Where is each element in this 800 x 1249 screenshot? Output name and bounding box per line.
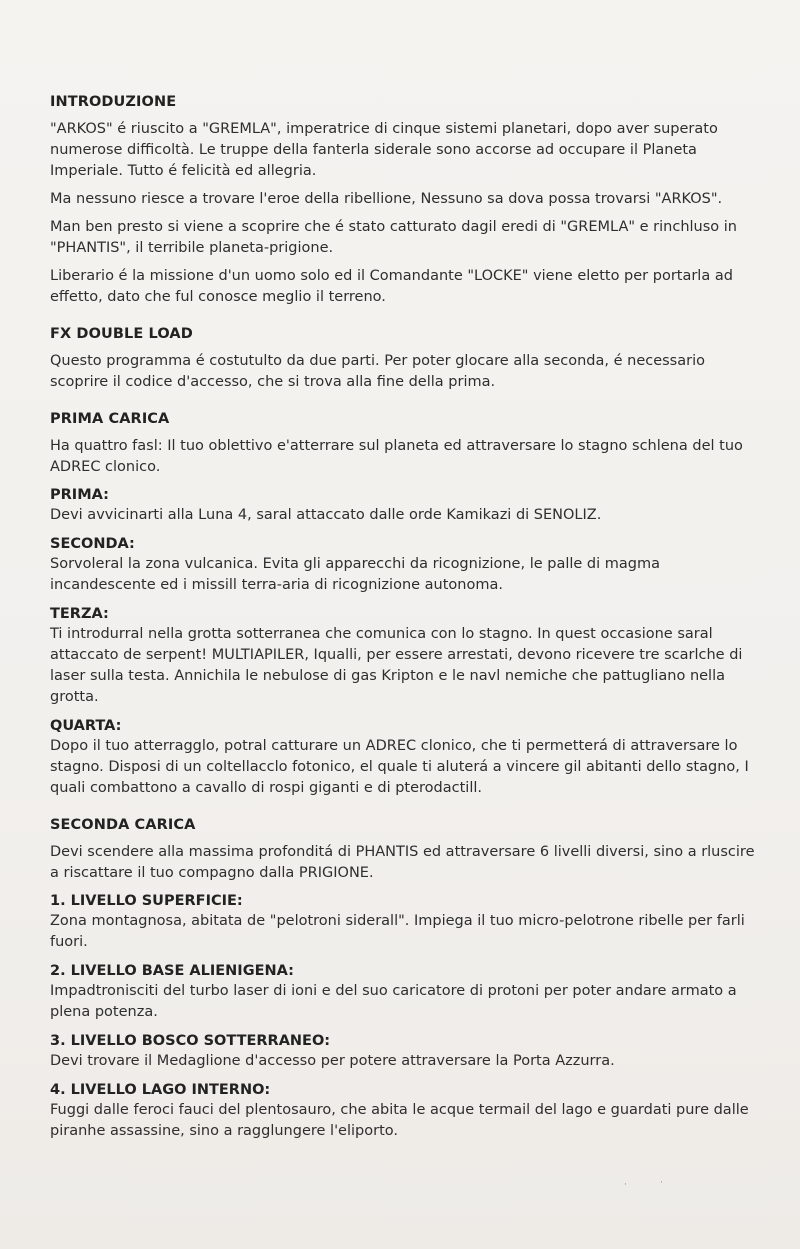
level-block [50, 1080, 760, 1142]
paper-speck: · [660, 1178, 663, 1188]
level-title: 2. LIVELLO BASE ALIENIGENA: [50, 963, 294, 979]
level-block [50, 891, 760, 953]
section-heading: SECONDA CARICA [50, 817, 196, 833]
phase-block [50, 604, 760, 708]
phase-text: Sorvoleral la zona vulcanica. Evita gli apparecchi da ricognizione, le palle di magma incandescente ed i missill terra-aria di ricognizione autonoma. [50, 556, 660, 593]
level-text: Devi trovare il Medaglione d'accesso per potere attraversare la Porta Azzurra. [50, 1053, 615, 1069]
phase-text: Dopo il tuo atterragglo, potral catturare un ADREC clonico, che ti permetterá di attraversare lo stagno. Disposi di un coltellacclo fotonico, el quale ti aluterá a vincere gil abitanti dello stagno, I quali combattono a cavallo di rospi giganti e di pterodactill. [50, 738, 749, 796]
level-text: Impadtronisciti del turbo laser di ioni e del suo caricatore di protoni per poter andare armato a plena potenza. [50, 983, 737, 1020]
section-prima-carica [50, 411, 760, 799]
phase-title: QUARTA: [50, 718, 122, 734]
paragraph: Liberario é la missione d'un uomo solo ed il Comandante "LOCKE" viene eletto per portarla ad effetto, dato che ful conosce meglio il terreno. [50, 268, 733, 305]
level-text: Zona montagnosa, abitata de "pelotroni siderall". Impiega il tuo micro-pelotrone ribelle per farli fuori. [50, 913, 745, 950]
level-text: Fuggi dalle feroci fauci del plentosauro, che abita le acque termail del lago e guardati pure dalle piranhe assassine, sino a ragglungere l'eliporto. [50, 1102, 749, 1139]
phase-text: Ti introdurral nella grotta sotterranea che comunica con lo stagno. In quest occasione saral attaccato de serpent! MULTIAPILER, Iqualli, per essere arrestati, devono ricevere tre scarlche di laser sulla testa. Annichila le nebulose di gas Kripton e le navl nemiche che pattugliano nella grotta. [50, 626, 743, 705]
phase-title: TERZA: [50, 606, 109, 622]
section-fx-double-load [50, 326, 760, 393]
section-heading: INTRODUZIONE [50, 94, 177, 110]
section-seconda-carica [50, 817, 760, 1142]
paragraph: Questo programma é costutulto da due parti. Per poter glocare alla seconda, é necessario scoprire il codice d'accesso, che si trova alla fine della prima. [50, 353, 705, 390]
paragraph: Ha quattro fasl: Il tuo oblettivo e'atterrare sul planeta ed attraversare lo stagno schlena del tuo ADREC clonico. [50, 438, 743, 475]
paper-speck: · [624, 1180, 627, 1190]
paragraph: Man ben presto si viene a scoprire che é stato catturato dagil eredi di "GREMLA" e rinchluso in "PHANTIS", il terribile planeta-prigione. [50, 219, 737, 256]
section-introduzione [50, 94, 760, 308]
paragraph: Ma nessuno riesce a trovare l'eroe della ribellione, Nessuno sa dova possa trovarsi "ARKOS". [50, 191, 723, 207]
paragraph: Devi scendere alla massima profonditá di PHANTIS ed attraversare 6 livelli diversi, sino a rluscire a riscattare il tuo compagno dalla PRIGIONE. [50, 844, 755, 881]
phase-title: SECONDA: [50, 536, 135, 552]
phase-block [50, 534, 760, 596]
phase-title: PRIMA: [50, 487, 109, 503]
level-title: 4. LIVELLO LAGO INTERNO: [50, 1082, 271, 1098]
level-block [50, 961, 760, 1023]
section-heading: PRIMA CARICA [50, 411, 170, 427]
level-block [50, 1031, 760, 1072]
phase-block [50, 485, 760, 526]
phase-block [50, 716, 760, 799]
level-title: 3. LIVELLO BOSCO SOTTERRANEO: [50, 1033, 331, 1049]
level-title: 1. LIVELLO SUPERFICIE: [50, 893, 243, 909]
section-heading: FX DOUBLE LOAD [50, 326, 193, 342]
paragraph: "ARKOS" é riuscito a "GREMLA", imperatrice di cinque sistemi planetari, dopo aver superato numerose difficoltà. Le truppe della fanterla siderale sono accorse ad occupare il Planeta Imperiale. Tutto é felicità ed allegria. [50, 121, 718, 179]
phase-text: Devi avvicinarti alla Luna 4, saral attaccato dalle orde Kamikazi di SENOLIZ. [50, 507, 602, 523]
